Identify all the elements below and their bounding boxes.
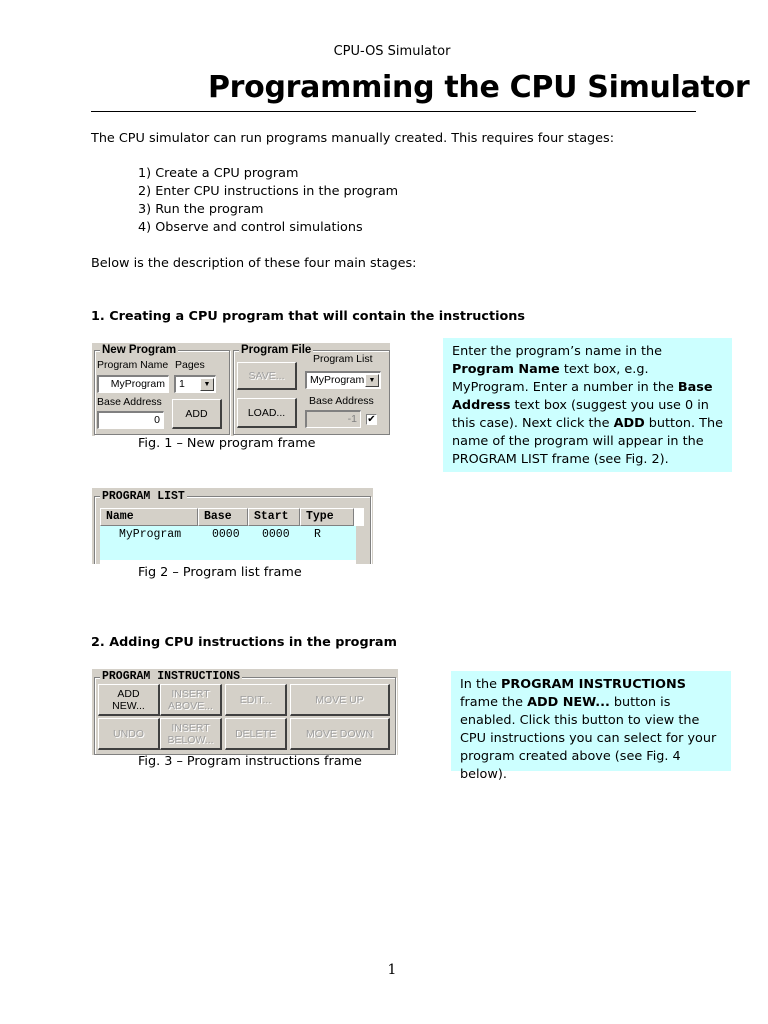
title-rule [91, 111, 696, 112]
note-bold-program-instructions: PROGRAM INSTRUCTIONS [501, 677, 686, 692]
pages-label: Pages [175, 359, 205, 371]
table-row-empty [100, 543, 356, 560]
insert-below-button[interactable] [160, 718, 222, 750]
chevron-down-icon[interactable]: ▼ [365, 374, 379, 387]
insert-above-line1: INSERT [171, 687, 210, 700]
insert-above-line2: ABOVE... [168, 699, 213, 712]
section-1-heading: 1. Creating a CPU program that will contain the instructions [91, 309, 526, 324]
note-text: text box (suggest you use 0 in this case). Next click the [452, 398, 709, 431]
program-list-frame-label: PROGRAM LIST [102, 490, 185, 503]
delete-button[interactable]: DELETE [225, 718, 287, 750]
section-1-note [443, 338, 732, 472]
list-item: 1) Create a CPU program [138, 166, 299, 181]
stages-list [138, 165, 398, 237]
program-name-label: Program Name [97, 359, 169, 371]
scrollbar[interactable] [356, 526, 364, 564]
load-button[interactable]: LOAD... [237, 398, 297, 428]
note-text: In the [460, 677, 502, 692]
program-list-frame [92, 488, 373, 564]
program-list-value: MyProgram [310, 374, 365, 386]
pages-value: 1 [179, 378, 185, 390]
note-text: Enter the program’s name in the [452, 344, 663, 359]
section-2-note [451, 671, 731, 782]
row-name: MyProgram [119, 528, 182, 541]
note-bold-add: ADD [613, 416, 645, 431]
new-program-frame [92, 343, 390, 436]
base-address-input[interactable]: 0 [97, 411, 164, 429]
program-name-input[interactable]: MyProgram [97, 375, 169, 393]
fig3-caption: Fig. 3 – Program instructions frame [138, 754, 362, 769]
column-header-name[interactable]: Name [100, 508, 198, 526]
insert-below-line1: INSERT [171, 721, 210, 734]
note-text: frame the [460, 695, 528, 710]
program-instructions-label: PROGRAM INSTRUCTIONS [102, 670, 241, 683]
column-header-start[interactable]: Start [248, 508, 300, 526]
add-new-button[interactable] [98, 684, 160, 716]
note-bold-base-address: Base Address [452, 380, 713, 413]
note-text: text box, e.g. MyProgram. Enter a number in the [452, 362, 678, 395]
undo-button[interactable]: UNDO [98, 718, 160, 750]
insert-below-line2: BELOW... [167, 733, 214, 746]
edit-button[interactable]: EDIT... [225, 684, 287, 716]
section-2-heading: 2. Adding CPU instructions in the program [91, 635, 397, 650]
below-text: Below is the description of these four main stages: [91, 256, 417, 271]
pages-select[interactable] [174, 375, 216, 393]
column-header-type[interactable]: Type [300, 508, 354, 526]
program-file-label: Program File [241, 344, 312, 356]
chevron-down-icon[interactable]: ▼ [200, 378, 214, 391]
move-up-button[interactable]: MOVE UP [290, 684, 390, 716]
page-number: 1 [387, 962, 397, 978]
add-button[interactable]: ADD [172, 399, 222, 429]
intro-text: The CPU simulator can run programs manually created. This requires four stages: [91, 131, 615, 146]
running-header: CPU-OS Simulator [333, 44, 451, 59]
list-item: 2) Enter CPU instructions in the program [138, 184, 399, 199]
add-new-line2: NEW... [112, 699, 145, 712]
fig1-caption: Fig. 1 – New program frame [138, 436, 316, 451]
list-item: 3) Run the program [138, 202, 264, 217]
add-new-line1: ADD [117, 687, 140, 700]
column-header-base[interactable]: Base [198, 508, 248, 526]
program-list-select[interactable] [305, 371, 381, 389]
program-instructions-frame [92, 669, 398, 755]
note-bold-program-name: Program Name [452, 362, 560, 377]
row-start: 0000 [262, 528, 290, 541]
row-base: 0000 [212, 528, 240, 541]
insert-above-button[interactable] [160, 684, 222, 716]
new-program-label: New Program [102, 344, 177, 356]
base-address-checkbox[interactable]: ✔ [367, 414, 376, 425]
row-type: R [314, 528, 321, 541]
note-bold-add-new: ADD NEW... [527, 695, 610, 710]
note-text: button. The name of the program will appear in the PROGRAM LIST frame (see Fig. 2). [452, 416, 723, 467]
move-down-button[interactable]: MOVE DOWN [290, 718, 390, 750]
save-button[interactable]: SAVE... [237, 362, 297, 390]
base-address2-input[interactable]: -1 [305, 410, 361, 428]
fig2-caption: Fig 2 – Program list frame [138, 565, 302, 580]
program-list-label: Program List [313, 353, 373, 365]
base-address-label: Base Address [97, 396, 162, 408]
list-item: 4) Observe and control simulations [138, 220, 363, 235]
base-address2-label: Base Address [309, 395, 374, 407]
page-title: Programming the CPU Simulator [208, 70, 750, 105]
note-text: button is enabled. Click this button to view the CPU instructions you can select for your program created above (see Fig. 4 below). [460, 695, 717, 782]
